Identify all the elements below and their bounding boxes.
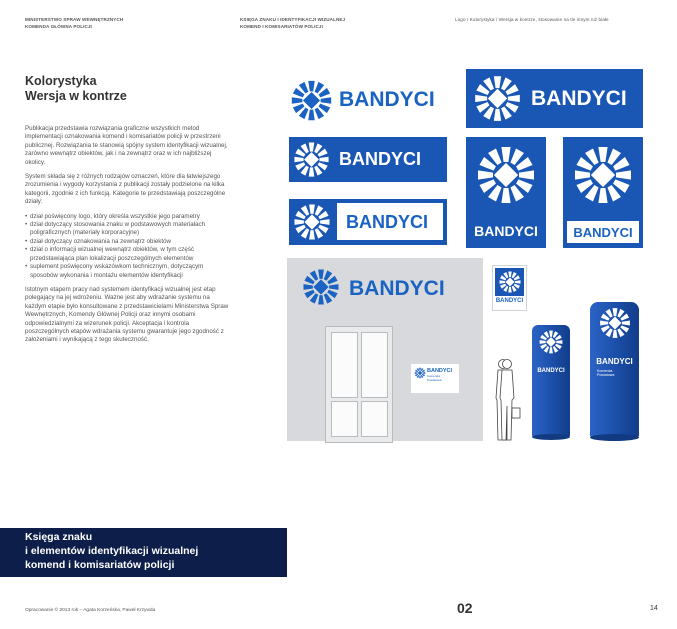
book-title-band [0, 528, 287, 577]
facade-wordmark: BANDYCI [349, 277, 445, 300]
logo-blue-wide [466, 69, 643, 128]
plaque-sub: Komenda Powiatowa [427, 374, 442, 382]
police-star-icon [598, 306, 632, 340]
page-title [25, 74, 127, 104]
pylon-large [590, 302, 639, 441]
logo-blue-square [466, 137, 546, 248]
police-star-icon [289, 78, 334, 123]
logo-blue-square-framed [563, 137, 643, 248]
small-wall-sign [492, 265, 527, 311]
list-item: • suplement poświęcony wskazówkom technicznym, dotyczącym sposobów wykonania i montażu elementów identyfikacji [25, 263, 230, 280]
wall-plaque [411, 364, 459, 393]
logo-on-white [289, 78, 454, 123]
header-mid [240, 16, 345, 30]
footer-credit: Opracowanie © 2013 rok – Agata Korzeńska, Paweł Krzywda [25, 608, 156, 613]
logo-wordmark: BANDYCI [474, 223, 538, 239]
pylon-wordmark: BANDYCI [537, 368, 565, 374]
list-item: • dział o informacji wizualnej wewnątrz obiektów, w tym część przedstawiająca plan lokalizacji poszczególnych elementów [25, 246, 230, 263]
book-title-line2: i elementów identyfikacji wizualnej [25, 545, 199, 557]
paragraph-2: System składa się z różnych rodzajów oznaczeń, które dla łatwiejszego zrozumienia i wygody korzystania z publikacji zostały podzielone na kilka kategorii, zgodnie z ich funkcją. Kategorie te przedstawiają poszczególne działy: [25, 173, 226, 206]
category-list [25, 213, 230, 280]
logo-wordmark: BANDYCI [531, 87, 627, 110]
paragraph-3: Istotnym etapem pracy nad systemem identyfikacji wizualnej jest etap polegający na jej wdrożeniu. Ważne jest aby wdrażanie systemu na każdym etapie było konsultowane z przedstawicielami Ministerstwa Spraw Wewnętrznych, Komendy Głównej Policji oraz innymi osobami odpowiedzialnymi za wizerunek policji. Akceptacja i kontrola poszczególnych etapów wdrażania systemu gwarantuje jego zgodność z założeniami i wynikającą z tego skuteczność. [25, 285, 229, 344]
pylon-small [532, 325, 570, 441]
entrance-door [325, 326, 393, 443]
police-star-icon [292, 202, 332, 242]
plaque-wordmark: BANDYCI [427, 368, 453, 374]
chapter-number: 02 [457, 600, 473, 616]
book-title-line1: Księga znaku [25, 531, 93, 543]
logo-wordmark: BANDYCI [573, 225, 633, 240]
police-star-icon [301, 267, 341, 307]
police-star-icon [538, 329, 564, 355]
book-name-line2: KOMEND I KOMISARIATÓW POLICJI [240, 24, 323, 29]
logo-wordmark: BANDYCI [339, 149, 422, 169]
logo-blue-framed [289, 199, 447, 245]
police-hq-name: KOMENDA GŁÓWNA POLICJI [25, 24, 92, 29]
person-figure-icon [496, 358, 522, 442]
ministry-name: MINISTERSTWO SPRAW WEWNĘTRZNYCH [25, 17, 124, 22]
logo-wordmark: BANDYCI [339, 88, 435, 111]
logo-white-panel [337, 203, 443, 240]
police-star-icon [571, 143, 635, 207]
title-line1: Kolorystyka [25, 74, 97, 88]
book-name-line1: KSIĘGA ZNAKU I IDENTYFIKACJI WIZUALNEJ [240, 17, 346, 22]
header-left [25, 16, 123, 30]
list-item: • dział dotyczący oznakowania na zewnątrz obiektów [25, 238, 230, 246]
title-line2: Wersja w kontrze [25, 89, 127, 103]
list-item: • dział dotyczący stosowania znaku w podstawowych materiałach poligraficznych (materiały korporacyjne) [25, 221, 230, 238]
police-star-icon [472, 73, 523, 124]
police-star-icon [498, 270, 522, 294]
building-wall [287, 258, 483, 441]
pylon-sub: Komenda Powiatowa [597, 369, 615, 378]
logo-white-panel [567, 221, 639, 243]
paragraph-1: Publikacja przedstawia rozwiązania graficzne wszystkich metod implementacji oznakowania komend i komisariatów policji w przestrzeni publicznej. Rozwiązania te stanowią spójny system identyfikacji wizualnej, zarówno wewnątrz obiektów, jak i na zewnątrz oraz w ich najbliższej okolicy. [25, 125, 228, 166]
body-text [25, 125, 230, 345]
book-title-line3: komend i komisariatów policji [25, 559, 175, 571]
logo-blue-medium [289, 137, 447, 182]
logo-wordmark: BANDYCI [346, 212, 429, 232]
small-sign-wordmark: BANDYCI [495, 298, 524, 304]
breadcrumb: Logo / Kolorystyka / Wersja w kontrze, stosowanie na tle innym niż białe [455, 17, 609, 22]
list-item: • dział poświęcony logo, który określa wszystkie jego parametry [25, 213, 230, 221]
police-star-icon [474, 143, 538, 207]
police-star-icon [292, 140, 331, 179]
pylon-wordmark: BANDYCI [596, 357, 633, 366]
police-star-icon [414, 367, 426, 379]
page-number: 14 [650, 605, 658, 612]
